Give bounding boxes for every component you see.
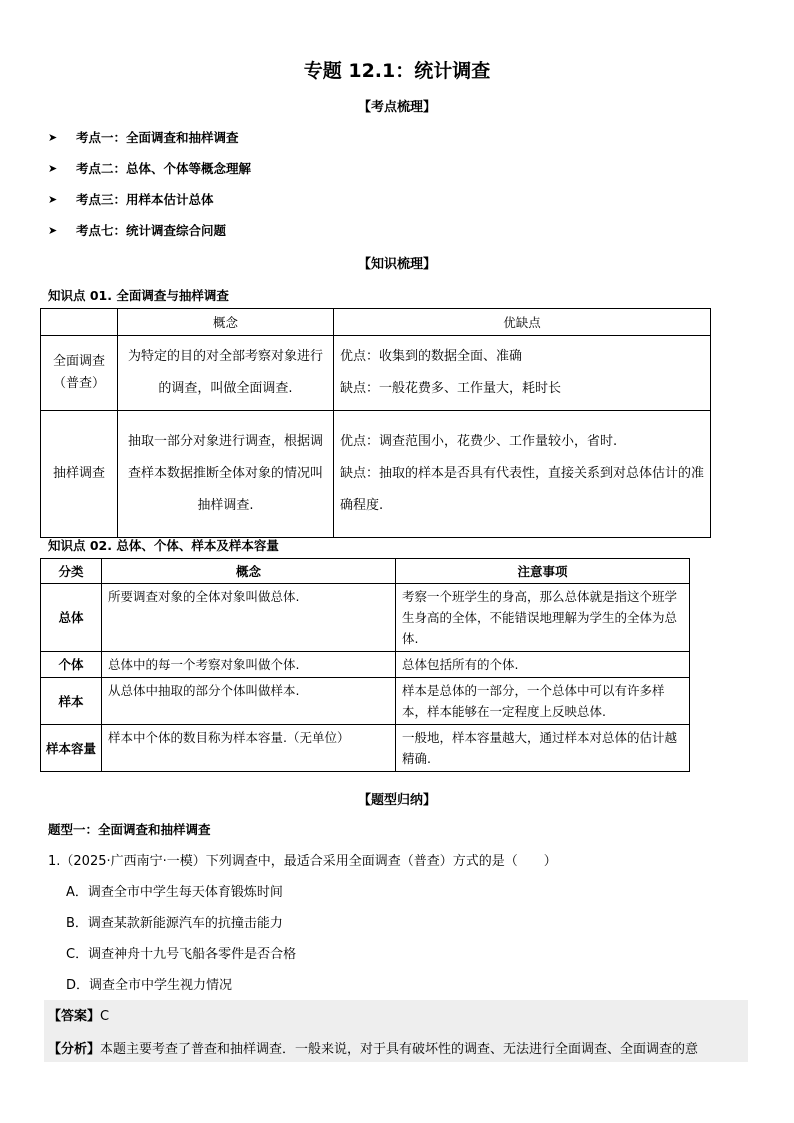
survey-types-table — [40, 308, 711, 538]
table-cell-category: 样本容量 — [41, 725, 102, 772]
option-a: A．调查全市中学生每天体育锻炼时间 — [66, 885, 283, 900]
table-cell-note: 总体包括所有的个体. — [396, 652, 690, 678]
table-header-cell: 概念 — [102, 559, 396, 584]
page-title: 专题 12.1：统计调查 — [303, 60, 491, 82]
table-cell-concept: 从总体中抽取的部分个体叫做样本. — [102, 678, 396, 725]
answer-line — [48, 1005, 109, 1024]
pros-text: 优点：收集到的数据全面、准确 — [340, 349, 523, 364]
option-b: B．调查某款新能源汽车的抗撞击能力 — [66, 916, 283, 931]
table-row — [41, 336, 711, 411]
table-row — [41, 725, 690, 772]
point-text: 考点七：统计调查综合问题 — [76, 223, 227, 238]
table-header-cell: 优缺点 — [334, 309, 711, 336]
point-text: 考点二：总体、个体等概念理解 — [76, 161, 252, 176]
table-header-cell: 注意事项 — [396, 559, 690, 584]
table-row — [41, 678, 690, 725]
knowledge-point-1-title: 知识点 01. 全面调查与抽样调查 — [48, 288, 229, 303]
point-item — [48, 128, 239, 146]
table-cell-concept: 样本中个体的数目称为样本容量.（无单位） — [102, 725, 396, 772]
table-cell-note: 样本是总体的一部分，一个总体中可以有许多样本，样本能够在一定程度上反映总体. — [396, 678, 690, 725]
table-cell-note: 一般地，样本容量越大，通过样本对总体的估计越精确. — [396, 725, 690, 772]
option-c: C．调查神舟十九号飞船各零件是否合格 — [66, 947, 297, 962]
cons-text: 缺点：抽取的样本是否具有代表性，直接关系到对总体估计的准确程度. — [340, 466, 705, 513]
arrow-bullet-icon: ➤ — [48, 130, 58, 144]
table-cell-type — [41, 411, 118, 538]
population-sample-table — [40, 558, 690, 772]
table-cell-category: 总体 — [41, 584, 102, 652]
table-header-cell: 分类 — [41, 559, 102, 584]
cons-text: 缺点：一般花费多、工作量大，耗时长 — [340, 381, 562, 396]
answer-label: 【答案】 — [48, 1009, 101, 1024]
analysis-label: 【分析】 — [48, 1042, 101, 1057]
point-item — [48, 190, 214, 208]
answer-value: C — [100, 1009, 110, 1024]
table-cell-concept: 为特定的目的对全部考察对象进行的调查，叫做全面调查. — [118, 336, 334, 411]
type-name: 抽样调查 — [52, 466, 105, 481]
question-type-title: 题型一：全面调查和抽样调查 — [48, 822, 211, 837]
arrow-bullet-icon: ➤ — [48, 223, 58, 237]
table-cell-note: 考察一个班学生的身高，那么总体就是指这个班学生身高的全体，不能错误地理解为学生的全体为总体. — [396, 584, 690, 652]
table-cell-concept: 所要调查对象的全体对象叫做总体. — [102, 584, 396, 652]
knowledge-point-2-title: 知识点 02. 总体、个体、样本及样本容量 — [48, 538, 279, 553]
table-cell-pros-cons — [334, 336, 711, 411]
option-d: D．调查全市中学生视力情况 — [66, 978, 233, 993]
section-heading-knowledge: 【知识梳理】 — [357, 257, 436, 272]
analysis-line — [48, 1038, 698, 1057]
type-name-sub: （普查） — [52, 376, 105, 391]
arrow-bullet-icon: ➤ — [48, 192, 58, 206]
section-heading-points: 【考点梳理】 — [357, 100, 436, 115]
table-row — [41, 584, 690, 652]
point-item — [48, 159, 251, 177]
table-cell-category: 样本 — [41, 678, 102, 725]
pros-text: 优点：调查范围小，花费少、工作量较小，省时. — [340, 434, 618, 449]
table-cell-category: 个体 — [41, 652, 102, 678]
table-header-cell: 概念 — [118, 309, 334, 336]
point-text: 考点一：全面调查和抽样调查 — [76, 130, 239, 145]
arrow-bullet-icon: ➤ — [48, 161, 58, 175]
table-cell-concept: 总体中的每一个考察对象叫做个体. — [102, 652, 396, 678]
table-cell-pros-cons — [334, 411, 711, 538]
analysis-text: 本题主要考查了普查和抽样调查．一般来说，对于具有破坏性的调查、无法进行全面调查、全面调查的意 — [100, 1042, 699, 1057]
question-stem: 1.（2025·广西南宁·一模）下列调查中，最适合采用全面调查（普查）方式的是（ ） — [48, 854, 557, 869]
table-cell-concept: 抽取一部分对象进行调查，根据调查样本数据推断全体对象的情况叫抽样调查. — [118, 411, 334, 538]
table-cell-type — [41, 336, 118, 411]
section-heading-types: 【题型归纳】 — [357, 793, 436, 808]
point-item — [48, 221, 226, 239]
point-text: 考点三：用样本估计总体 — [76, 192, 214, 207]
table-row — [41, 411, 711, 538]
table-row — [41, 652, 690, 678]
type-name: 全面调查 — [52, 354, 105, 369]
table-header-cell — [41, 309, 118, 336]
